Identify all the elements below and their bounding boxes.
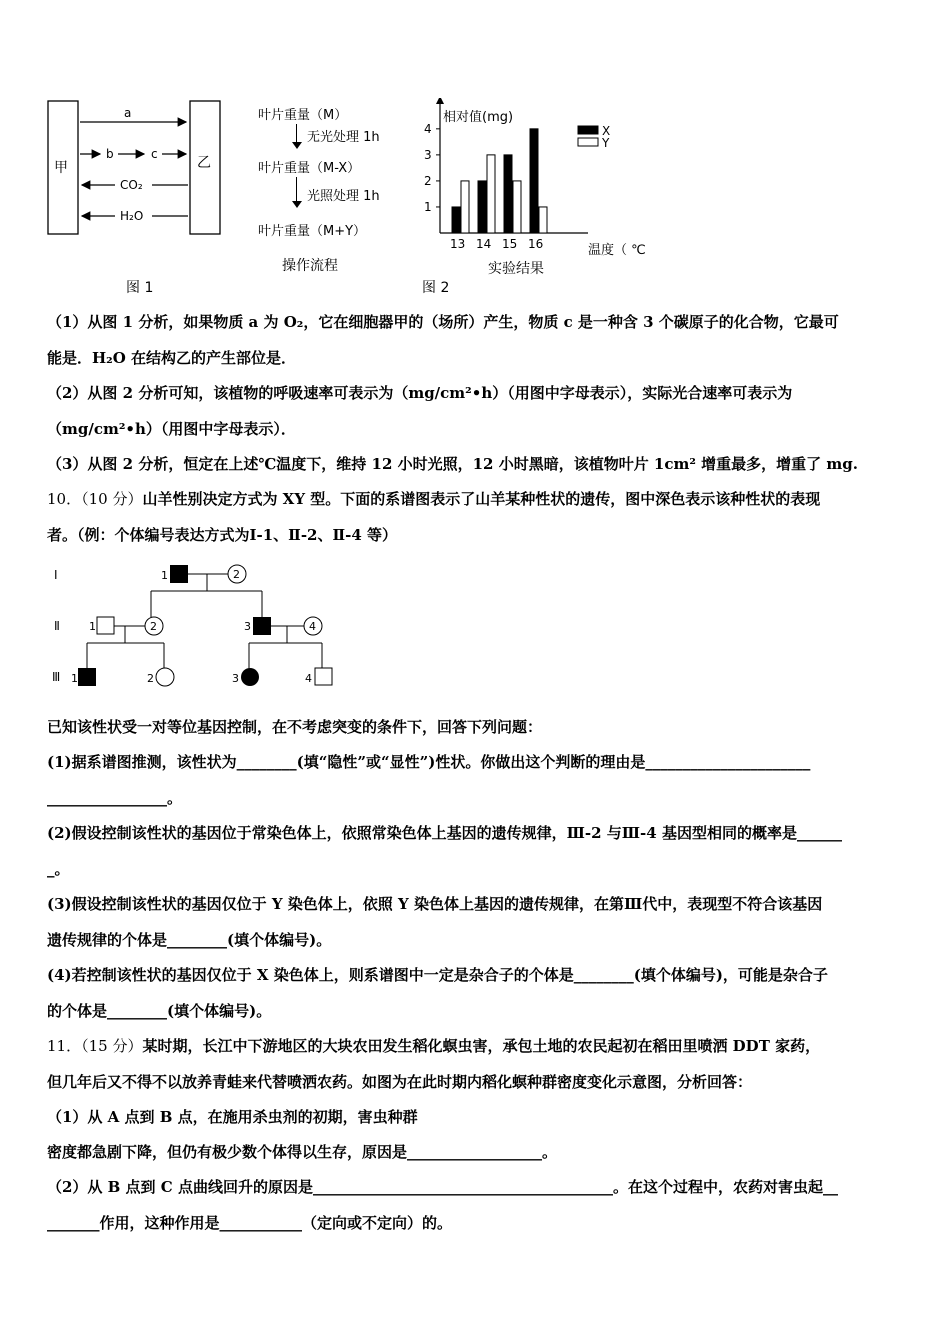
y-tick-label-3: 3 — [424, 147, 432, 162]
legend-swatch-Y — [578, 138, 598, 146]
q11-line-5: （2）从 B 点到 C 点曲线回升的原因是________________________________________。在这个过程中，农药对害虫起__ — [47, 1178, 838, 1196]
bar-Y-16 — [539, 207, 547, 233]
y-axis-label: 相对值(mg) — [443, 110, 514, 125]
y-axis-arrow — [436, 98, 444, 104]
legend-label-X: X — [602, 124, 611, 138]
y-tick-label-1: 1 — [424, 199, 432, 214]
q11-line-1: 某时期，长江中下游地区的大块农田发生稻化螟虫害，承包土地的农民起初在稻田里喷洒 DDT 家药， — [142, 1037, 821, 1055]
flow-step-3: 叶片重量（M+Y） — [258, 224, 367, 239]
q11-line-6: _______作用，这种作用是___________（定向或不定向）的。 — [47, 1214, 453, 1232]
bar-Y-14 — [487, 155, 495, 233]
individual-III-1-affected-male — [78, 668, 96, 686]
flow-arrow-2-head — [292, 201, 302, 208]
q10-part-3b: 遗传规律的个体是________(填个体编号)。 — [47, 931, 332, 949]
q10-intro: 已知该性状受一对等位基因控制，在不考虑突变的条件下，回答下列问题： — [47, 718, 543, 736]
q9-line-3: （2）从图 2 分析可知，该植物的呼吸速率可表示为（mg/cm²•h）（用图中字母表示），实际光合速率可表示为 — [47, 384, 793, 402]
q9-line-1: （1）从图 1 分析，如果物质 a 为 O₂，它在细胞器甲的（场所）产生，物质 c 是一种含 3 个碳原子的化合物，它最可 — [47, 313, 839, 331]
label-II-2: 2 — [150, 620, 157, 633]
q10-part-3a: (3)假设控制该性状的基因仅位于 Y 染色体上，依照 Y 染色体上基因的遗传规律，在第Ⅲ代中，表现型不符合该基因 — [47, 895, 823, 913]
individual-II-3-affected-male — [253, 617, 271, 635]
x-tick-label-14: 14 — [476, 237, 492, 251]
q11-line-2: 但几年后又不得不以放养青蛙来代替喷洒农药。如图为在此时期内稻化螟种群密度变化示意图，分析回答： — [47, 1073, 753, 1091]
flow-op-1: 无光处理 1h — [307, 130, 380, 145]
individual-II-1-male — [97, 617, 114, 634]
label-II-4: 4 — [309, 620, 316, 633]
q11-line-3: （1）从 A 点到 B 点，在施用杀虫剂的初期，害虫种群 — [47, 1108, 418, 1126]
pedigree-chart — [40, 555, 360, 705]
q10-part-1b: ________________。 — [47, 789, 183, 807]
yi-label: 乙 — [197, 155, 211, 171]
q10-part-2a: (2)假设控制该性状的基因位于常染色体上，依照常染色体上基因的遗传规律，Ⅲ-2 与Ⅲ-4 基因型相同的概率是______ — [47, 824, 842, 842]
arrow-b-label: b — [106, 147, 114, 161]
bar-X-16 — [530, 129, 538, 233]
arrow-a-label: a — [124, 106, 132, 120]
jia-label: 甲 — [54, 160, 68, 176]
bar-X-14 — [478, 181, 486, 233]
label-III-2: 2 — [147, 672, 154, 685]
legend-label-Y: Y — [602, 136, 610, 150]
label-I-1: 1 — [161, 569, 168, 582]
x-tick-label-16: 16 — [528, 237, 544, 251]
q10-number: 10．（10 分） — [47, 490, 143, 508]
x-axis-label: 温度（ ℃ — [588, 243, 646, 258]
figure-1-caption: 图 1 — [126, 280, 154, 296]
label-II-3: 3 — [244, 620, 251, 633]
bar-X-15 — [504, 155, 512, 233]
flow-op-2: 光照处理 1h — [307, 189, 380, 204]
generation-3-label: Ⅲ — [52, 670, 61, 684]
label-III-1: 1 — [71, 672, 78, 685]
q11-line-4: 密度都急剧下降，但仍有极少数个体得以生存，原因是__________________。 — [47, 1143, 558, 1161]
bar-Y-15 — [513, 181, 521, 233]
figure-2-caption: 图 2 — [422, 280, 450, 296]
generation-1-label: Ⅰ — [54, 568, 58, 582]
label-III-3: 3 — [232, 672, 239, 685]
figure-2-subcaption: 实验结果 — [488, 261, 544, 277]
q10-part-2b: _。 — [47, 860, 70, 878]
flow-arrow-1-head — [292, 142, 302, 149]
q10-part-4a: (4)若控制该性状的基因仅位于 X 染色体上，则系谱图中一定是杂合子的个体是________(填个体编号)，可能是杂合子 — [47, 966, 828, 984]
q10-part-4b: 的个体是________(填个体编号)。 — [47, 1002, 272, 1020]
figure-1-diagram — [40, 95, 230, 245]
flow-step-2: 叶片重量（M-X） — [258, 161, 361, 176]
generation-2-label: Ⅱ — [54, 619, 60, 633]
x-tick-label-15: 15 — [502, 237, 518, 251]
q10-line-2: 者。（例：个体编号表达方式为Ⅰ-1、Ⅱ-2、Ⅱ-4 等） — [47, 526, 398, 544]
individual-III-2-female — [156, 668, 174, 686]
flow-step-1: 叶片重量（M） — [258, 108, 348, 123]
label-III-4: 4 — [305, 672, 312, 685]
arrow-c-label: c — [151, 147, 158, 161]
y-tick-label-4: 4 — [424, 121, 432, 136]
y-tick-label-2: 2 — [424, 173, 432, 188]
q9-line-2: 能是．H₂O 在结构乙的产生部位是． — [47, 349, 297, 367]
q10-line-1: 山羊性别决定方式为 XY 型。下面的系谱图表示了山羊某种性状的遗传，图中深色表示该种性状的表现 — [142, 490, 821, 508]
q10-part-1a: (1)据系谱图推测，该性状为________(填“隐性”或“显性”)性状。你做出这个判断的理由是______________________ — [47, 753, 811, 771]
q11-number: 11．（15 分） — [47, 1037, 143, 1055]
figure-2-bar-chart — [418, 98, 668, 263]
bar-X-13 — [452, 207, 460, 233]
flow-caption: 操作流程 — [282, 258, 338, 274]
h2o-label: H₂O — [120, 209, 144, 223]
q9-line-5: （3）从图 2 分析，恒定在上述℃温度下，维持 12 小时光照，12 小时黑暗，该植物叶片 1cm² 增重最多，增重了 mg. — [47, 455, 858, 473]
x-tick-label-13: 13 — [450, 237, 466, 251]
individual-III-3-affected-female — [241, 668, 259, 686]
label-II-1: 1 — [89, 620, 96, 633]
bar-Y-13 — [461, 181, 469, 233]
q9-line-4: （mg/cm²•h）（用图中字母表示）． — [47, 420, 296, 438]
label-I-2: 2 — [233, 568, 240, 581]
legend-swatch-X — [578, 126, 598, 134]
individual-I-1-affected-male — [170, 565, 188, 583]
co2-label: CO₂ — [120, 178, 143, 192]
individual-III-4-male — [315, 668, 332, 685]
